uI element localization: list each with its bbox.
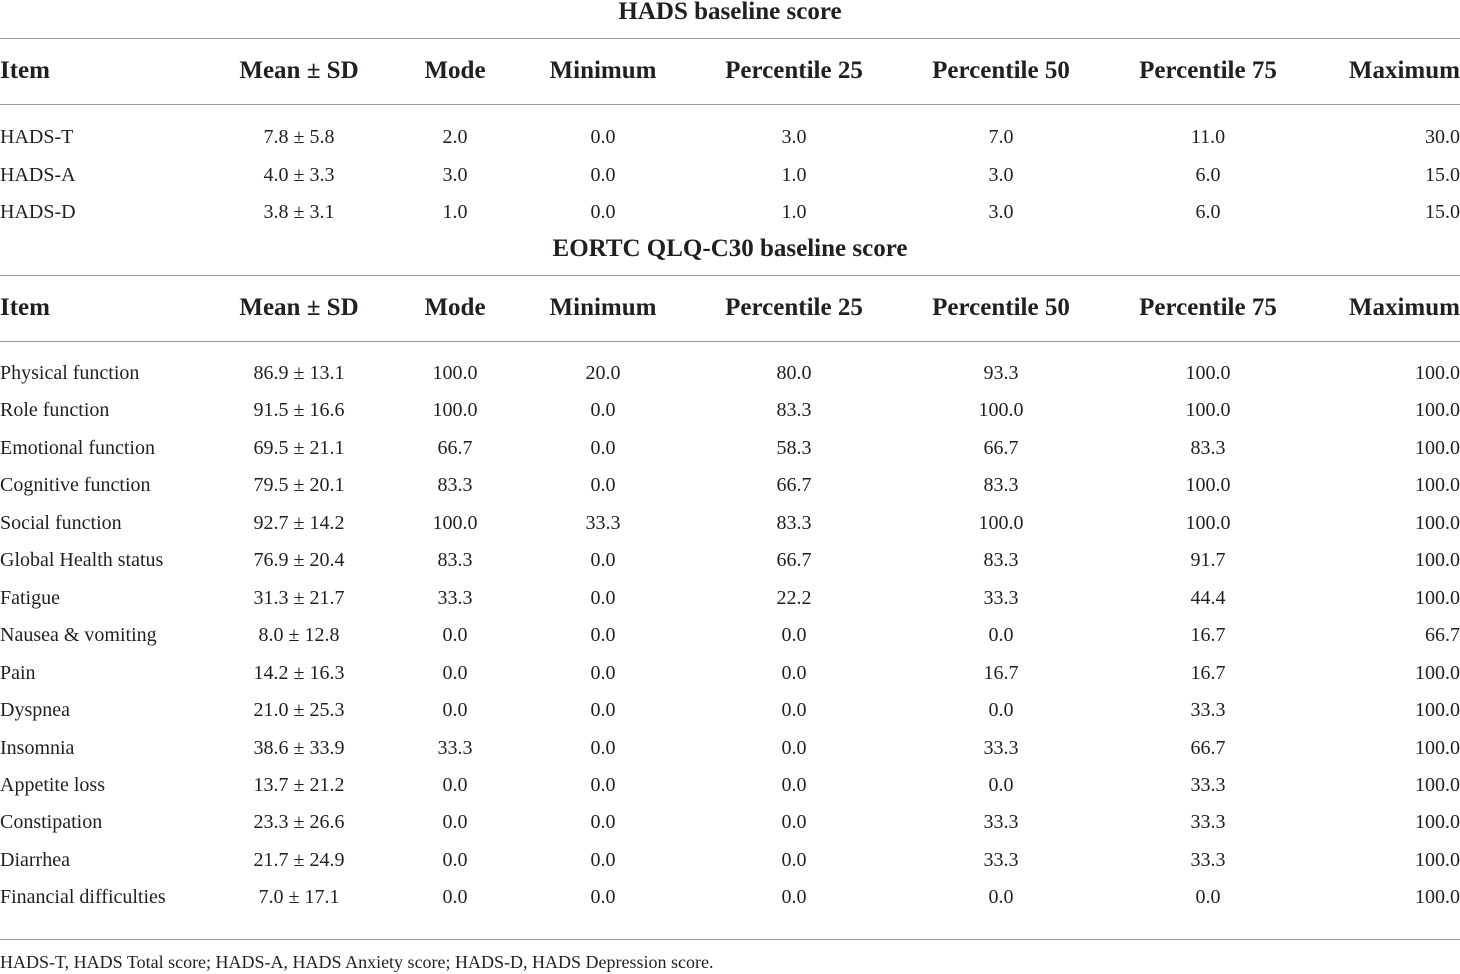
cell-percentile-75: 6.0 <box>1195 201 1221 223</box>
cell-minimum: 0.0 <box>590 163 616 186</box>
cell-maximum: 100.0 <box>1415 848 1460 871</box>
row-label: Fatigue <box>0 586 60 609</box>
cell-maximum: 100.0 <box>1415 773 1460 796</box>
cell-mean-sd: 7.0 ± 17.1 <box>258 886 340 909</box>
cell-percentile-25: 80.0 <box>776 362 812 384</box>
table-row <box>0 878 1460 916</box>
cell-minimum: 0.0 <box>590 699 616 722</box>
cell-percentile-75: 33.3 <box>1190 811 1226 834</box>
cell-percentile-50: 0.0 <box>988 886 1014 909</box>
cell-percentile-75: 6.0 <box>1195 163 1221 186</box>
table-row <box>0 616 1460 654</box>
row-label: Diarrhea <box>0 848 70 871</box>
cell-percentile-75: 33.3 <box>1190 699 1226 722</box>
row-label: Dyspnea <box>0 699 70 722</box>
cell-minimum: 0.0 <box>590 549 616 572</box>
table-row <box>0 579 1460 617</box>
cell-percentile-75: 83.3 <box>1190 436 1226 459</box>
column-header-maximum: Maximum <box>1348 57 1460 84</box>
cell-minimum: 33.3 <box>585 511 621 534</box>
cell-percentile-50: 33.3 <box>983 848 1019 871</box>
cell-percentile-75: 44.4 <box>1190 586 1226 609</box>
row-label: Pain <box>0 661 36 684</box>
cell-mode: 33.3 <box>437 736 473 759</box>
cell-percentile-50: 66.7 <box>983 436 1019 459</box>
cell-mean-sd: 21.0 ± 25.3 <box>253 699 345 722</box>
cell-percentile-25: 83.3 <box>776 399 812 422</box>
table-row <box>0 766 1460 804</box>
row-label: HADS-A <box>0 163 76 186</box>
cell-percentile-50: 3.0 <box>988 201 1014 223</box>
cell-mean-sd: 3.8 ± 3.1 <box>263 201 335 223</box>
cell-maximum: 100.0 <box>1415 399 1460 422</box>
table-row <box>0 429 1460 467</box>
cell-maximum: 100.0 <box>1415 736 1460 759</box>
table-row <box>0 156 1460 194</box>
cell-percentile-25: 0.0 <box>781 699 807 722</box>
cell-mode: 83.3 <box>437 549 473 572</box>
cell-percentile-75: 100.0 <box>1185 511 1231 534</box>
cell-minimum: 0.0 <box>590 848 616 871</box>
row-label: Physical function <box>0 362 140 384</box>
cell-maximum: 66.7 <box>1425 624 1460 647</box>
cell-percentile-75: 11.0 <box>1190 126 1226 148</box>
row-label: Emotional function <box>0 436 155 459</box>
cell-mean-sd: 86.9 ± 13.1 <box>253 362 345 384</box>
column-header-minimum: Minimum <box>549 294 657 321</box>
cell-mode: 1.0 <box>442 201 468 223</box>
row-label: Global Health status <box>0 549 164 572</box>
cell-percentile-25: 66.7 <box>776 549 812 572</box>
cell-percentile-25: 0.0 <box>781 811 807 834</box>
cell-mode: 3.0 <box>442 163 468 186</box>
section-title: HADS baseline score <box>618 0 842 25</box>
cell-mode: 2.0 <box>442 126 468 148</box>
cell-percentile-50: 0.0 <box>988 624 1014 647</box>
cell-mode: 100.0 <box>432 362 478 384</box>
row-label: Nausea & vomiting <box>0 624 157 647</box>
cell-percentile-25: 0.0 <box>781 773 807 796</box>
cell-percentile-75: 100.0 <box>1185 399 1231 422</box>
cell-percentile-25: 0.0 <box>781 848 807 871</box>
table-row <box>0 193 1460 231</box>
cell-minimum: 0.0 <box>590 399 616 422</box>
cell-percentile-50: 0.0 <box>988 773 1014 796</box>
cell-minimum: 0.0 <box>590 624 616 647</box>
column-header-percentile-25: Percentile 25 <box>725 57 863 84</box>
cell-mean-sd: 38.6 ± 33.9 <box>253 736 345 759</box>
cell-percentile-25: 83.3 <box>776 511 812 534</box>
cell-percentile-25: 58.3 <box>776 436 812 459</box>
cell-mode: 83.3 <box>437 474 473 497</box>
cell-mode: 0.0 <box>442 773 468 796</box>
cell-mode: 100.0 <box>432 399 478 422</box>
cell-maximum: 100.0 <box>1415 436 1460 459</box>
cell-percentile-75: 16.7 <box>1190 624 1226 647</box>
cell-mean-sd: 91.5 ± 16.6 <box>253 399 345 422</box>
cell-minimum: 0.0 <box>590 886 616 909</box>
header-row <box>0 38 1460 104</box>
table-row <box>0 654 1460 692</box>
cell-mean-sd: 4.0 ± 3.3 <box>263 163 335 186</box>
cell-percentile-75: 100.0 <box>1185 362 1231 384</box>
row-label: Insomnia <box>0 736 75 759</box>
cell-percentile-25: 22.2 <box>776 586 812 609</box>
cell-minimum: 0.0 <box>590 474 616 497</box>
cell-mean-sd: 92.7 ± 14.2 <box>253 511 345 534</box>
column-header-mode: Mode <box>424 57 486 84</box>
cell-percentile-25: 0.0 <box>781 661 807 684</box>
table-footnote: HADS-T, HADS Total score; HADS-A, HADS Anxiety score; HADS-D, HADS Depression score. <box>0 952 714 972</box>
cell-maximum: 100.0 <box>1415 661 1460 684</box>
table-row <box>0 466 1460 504</box>
cell-mean-sd: 69.5 ± 21.1 <box>253 436 345 459</box>
cell-percentile-25: 0.0 <box>781 624 807 647</box>
cell-maximum: 100.0 <box>1415 699 1460 722</box>
cell-percentile-75: 91.7 <box>1190 549 1226 572</box>
cell-percentile-25: 1.0 <box>781 163 807 186</box>
column-header-percentile-50: Percentile 50 <box>932 57 1070 84</box>
row-label: Appetite loss <box>0 773 105 796</box>
cell-percentile-50: 16.7 <box>983 661 1019 684</box>
table-row <box>0 541 1460 579</box>
row-label: Role function <box>0 399 110 422</box>
table-row <box>0 354 1460 392</box>
column-header-item: Item <box>0 294 50 321</box>
table-row <box>0 803 1460 841</box>
cell-mean-sd: 23.3 ± 26.6 <box>253 811 345 834</box>
cell-mode: 0.0 <box>442 699 468 722</box>
cell-percentile-75: 16.7 <box>1190 661 1226 684</box>
column-header-percentile-25: Percentile 25 <box>725 294 863 321</box>
cell-maximum: 100.0 <box>1415 886 1460 909</box>
cell-minimum: 0.0 <box>590 661 616 684</box>
cell-minimum: 0.0 <box>590 126 616 148</box>
column-header-minimum: Minimum <box>549 57 657 84</box>
cell-percentile-25: 0.0 <box>781 736 807 759</box>
cell-minimum: 0.0 <box>590 436 616 459</box>
column-header-mode: Mode <box>424 294 486 321</box>
cell-minimum: 0.0 <box>590 811 616 834</box>
table-row <box>0 729 1460 767</box>
column-header-mean-sd: Mean ± SD <box>239 294 359 321</box>
row-label: Social function <box>0 511 122 534</box>
cell-mode: 66.7 <box>437 436 473 459</box>
cell-percentile-50: 83.3 <box>983 474 1019 497</box>
cell-percentile-75: 33.3 <box>1190 848 1226 871</box>
cell-percentile-50: 0.0 <box>988 699 1014 722</box>
cell-mode: 100.0 <box>432 511 478 534</box>
cell-maximum: 15.0 <box>1425 201 1460 223</box>
cell-mode: 0.0 <box>442 848 468 871</box>
column-header-percentile-50: Percentile 50 <box>932 294 1070 321</box>
cell-percentile-25: 0.0 <box>781 886 807 909</box>
cell-mode: 0.0 <box>442 886 468 909</box>
cell-percentile-50: 83.3 <box>983 549 1019 572</box>
cell-mean-sd: 79.5 ± 20.1 <box>253 474 345 497</box>
table-row <box>0 504 1460 542</box>
table-row <box>0 118 1460 156</box>
header-bottom-rule <box>0 104 1460 105</box>
cell-percentile-50: 3.0 <box>988 163 1014 186</box>
header-bottom-rule <box>0 341 1460 342</box>
row-label: Financial difficulties <box>0 886 166 909</box>
cell-percentile-25: 3.0 <box>781 126 807 148</box>
cell-mean-sd: 7.8 ± 5.8 <box>263 126 335 148</box>
cell-percentile-75: 100.0 <box>1185 474 1231 497</box>
cell-mean-sd: 21.7 ± 24.9 <box>253 848 345 871</box>
cell-percentile-50: 100.0 <box>978 399 1024 422</box>
cell-mode: 0.0 <box>442 624 468 647</box>
column-header-mean-sd: Mean ± SD <box>239 57 359 84</box>
section-title: EORTC QLQ-C30 baseline score <box>552 235 908 262</box>
row-label: Cognitive function <box>0 474 151 497</box>
cell-percentile-25: 66.7 <box>776 474 812 497</box>
table-row <box>0 841 1460 879</box>
cell-minimum: 0.0 <box>590 736 616 759</box>
cell-percentile-50: 33.3 <box>983 586 1019 609</box>
cell-maximum: 100.0 <box>1415 811 1460 834</box>
cell-percentile-50: 33.3 <box>983 811 1019 834</box>
cell-percentile-50: 93.3 <box>983 362 1019 384</box>
cell-minimum: 0.0 <box>590 773 616 796</box>
table-bottom-rule <box>0 939 1460 940</box>
column-header-percentile-75: Percentile 75 <box>1139 57 1277 84</box>
cell-minimum: 0.0 <box>590 586 616 609</box>
cell-maximum: 15.0 <box>1425 163 1460 186</box>
cell-mean-sd: 13.7 ± 21.2 <box>253 773 345 796</box>
column-header-item: Item <box>0 57 50 84</box>
cell-maximum: 100.0 <box>1415 362 1460 384</box>
row-label: HADS-T <box>0 126 74 148</box>
cell-percentile-75: 0.0 <box>1195 886 1221 909</box>
cell-mean-sd: 76.9 ± 20.4 <box>253 549 345 572</box>
cell-percentile-75: 33.3 <box>1190 773 1226 796</box>
cell-maximum: 100.0 <box>1415 549 1460 572</box>
cell-maximum: 100.0 <box>1415 586 1460 609</box>
cell-mean-sd: 8.0 ± 12.8 <box>258 624 340 647</box>
column-header-maximum: Maximum <box>1348 294 1460 321</box>
row-label: Constipation <box>0 811 103 834</box>
cell-percentile-50: 100.0 <box>978 511 1024 534</box>
cell-maximum: 100.0 <box>1415 474 1460 497</box>
cell-percentile-25: 1.0 <box>781 201 807 223</box>
row-label: HADS-D <box>0 201 76 223</box>
cell-mean-sd: 31.3 ± 21.7 <box>253 586 345 609</box>
cell-percentile-75: 66.7 <box>1190 736 1226 759</box>
table-row <box>0 691 1460 729</box>
cell-maximum: 100.0 <box>1415 511 1460 534</box>
cell-mode: 33.3 <box>437 586 473 609</box>
header-row <box>0 275 1460 341</box>
cell-mode: 0.0 <box>442 661 468 684</box>
cell-maximum: 30.0 <box>1425 126 1460 148</box>
cell-percentile-50: 33.3 <box>983 736 1019 759</box>
cell-percentile-50: 7.0 <box>988 126 1014 148</box>
column-header-percentile-75: Percentile 75 <box>1139 294 1277 321</box>
cell-mode: 0.0 <box>442 811 468 834</box>
cell-minimum: 20.0 <box>585 362 621 384</box>
cell-mean-sd: 14.2 ± 16.3 <box>253 661 345 684</box>
cell-minimum: 0.0 <box>590 201 616 223</box>
table-row <box>0 391 1460 429</box>
